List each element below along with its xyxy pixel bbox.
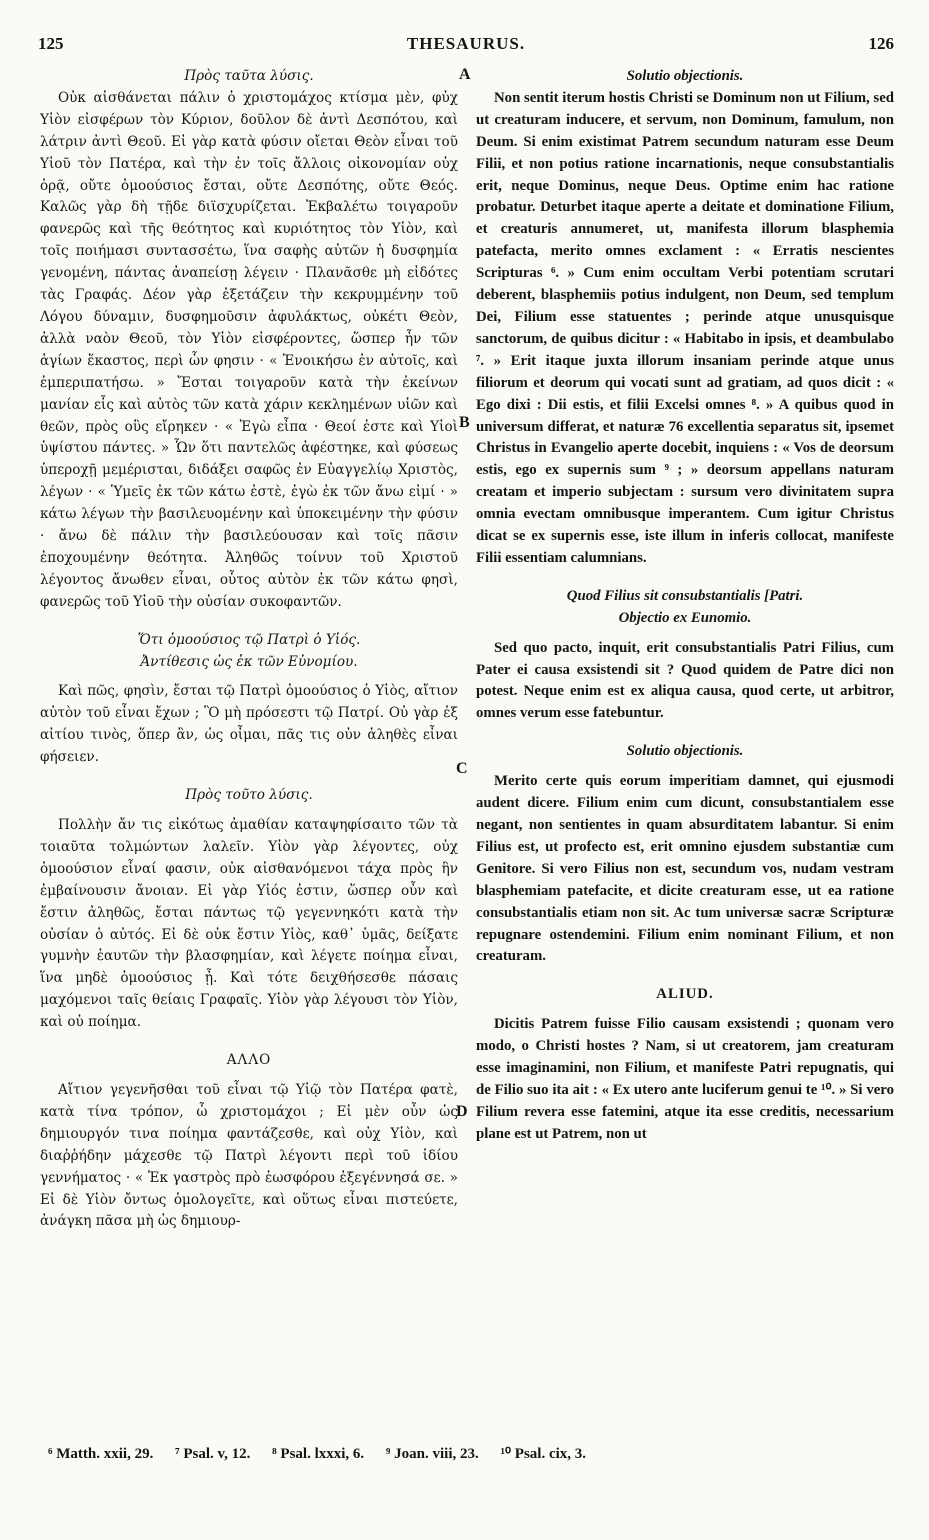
latin-paragraph-1: Non sentit iterum hostis Christi se Dominum non ut Filium, sed ut creaturam inducere, et servum, non Dominum, famulum, non Deum. Si enim existimat Patrem secundum naturam esse Deum Filii, et non potius ratione incarnationis, neque consubstantialis erit, neque Dominus, neque Deus. Optime enim hac ratione probatur. Deturbet itaque aperte a deitate et dominatione Filium, et creaturis annumeret, ut, manifesta illorum blasphemia patefacta, merito omnes exclament : « Erratis nescientes Scripturas ⁶. » Cum enim occultam Verbi potentiam scrutari deberent, blasphemiis potius indulgent, non Deum, sed templum Dei, Filium esse statuentes ; perinde atque unusquisque sanctorum, de quibus dicitur : « Habitabo in ipsis, et deambulabo ⁷. » Erit itaque juxta illorum insaniam perinde atque unus filiorum et deorum qui vocati sunt ad gratiam, ad quos dicit : « Ego dixi : Dii estis, et filii Excelsi omnes ⁸. » A quibus quod in universum differat, et naturæ 76 excellentia separatus sit, ipsemet Christus in Evangelio aperte docebit, inquiens : « Vos de deorsum estis, ego ex supernis sum ⁹ ; » deorsum appellans naturam creatam et imperio subjectam : sursum vero divinitatem supra omnia evectam omnibusque imperantem. Cum igitur Christus dicat se ex supernis esse, iste illum in inferis collocat, manifeste Filii essentiam calumnians.	[476, 89, 894, 566]
greek-paragraph-2: Καὶ πῶς, φησὶν, ἔσται τῷ Πατρὶ ὁμοούσιος ὁ Υἱὸς, αἴτιον αὐτὸν τοῦ εἶναι ἔχων ; Ὃ μὴ πρόσεστι τῷ Πατρί. Οὐ γὰρ ἐξ αἰτίου τινὸς, ὅπερ ἂν, ὡς οἶμαι, πᾶς τις οὐν ἀληθὲς εἶναι φήσειεν.	[40, 683, 458, 766]
page-number-right: 126	[868, 34, 894, 53]
latin-heading-consubstantial: Quod Filius sit consubstantialis [Patri.	[566, 587, 804, 604]
latin-heading-solution-2: Solutio objectionis.	[626, 743, 744, 760]
latin-paragraph-4: Dicitis Patrem fuisse Filio causam exsistendi ; quonam vero modo, o Christi hostes ? Nam, si ut creatorem, jam creaturam esse imaginamini, non Filium, et manifeste Patri repugnatis, qui de Filio suo ita ait : « Ex utero ante luciferum genui te ¹⁰. » Si vero Filium revera esse fatemini, atque ita esse creditis, necessarium plane est ut Patrem, non ut	[476, 1016, 894, 1142]
greek-heading-solution-2: Πρὸς τοῦτο λύσις.	[185, 787, 313, 804]
footnote: ⁸ Psal. lxxxi, 6.	[272, 1446, 365, 1462]
latin-heading-aliud: ALIUD.	[656, 986, 714, 1003]
running-header	[38, 34, 894, 58]
greek-heading-allo: ΑΛΛΟ	[226, 1052, 272, 1069]
section-marker-c: C	[456, 760, 468, 777]
page-number-left: 125	[38, 34, 64, 53]
latin-heading-objection: Objectio ex Eunomio.	[618, 609, 752, 626]
greek-column	[40, 66, 458, 1233]
footnote: ⁹ Joan. viii, 23.	[385, 1446, 479, 1462]
greek-paragraph-1: Οὐκ αἰσθάνεται πάλιν ὁ χριστομάχος κτίσμα μὲν, φὐχ Υἱὸν εἰσφέρων τὸν Κύριον, δοῦλον δὲ ἀντὶ Δεσπότου, καὶ λάτριν ἀντὶ Θεοῦ. Εἰ γὰρ κατὰ φύσιν οἴεται Θεὸν εἶναι τοῦ Υἱοῦ τὸν Πατέρα, καὶ τὴν ἐν τοῖς ἄλλοις οἰκονομίαν οὐχ ὁρᾷ, οὔτε ὁμοούσιος ἔσται, οὔτε Δεσπότης, οὔτε Θεός. Καλῶς γὰρ δὴ τῇδε διϊσχυρίζεται. Ἐκβαλέτω τοιγαροῦν φανερῶς καὶ τῆς θεότητος καὶ κυριότητος τὸν Υἱὸν, καὶ τοῖς ποιήμασι συντασσέτω, ἵνα σαφὴς αὐτῶν ἡ δυσφημία γενομένη, πάντας ἀναπείσῃ λέγειν · Πλανᾶσθε μὴ εἰδότες τὰς Γραφάς. Δέον γὰρ ἐξετάζειν τὴν κεκρυμμένην τοῦ Λόγου δύναμιν, δυσφημοῦσιν ἀφυλάκτως, οὐκέτι Θεὸν, ἀλλὰ ναὸν Θεοῦ, τὸν Υἱὸν εἰσφέροντες, ὥσπερ ἦν τῶν ἁγίων ἕκαστος, περὶ ὧν φησιν · « Ἐνοικήσω ἐν αὐτοῖς, καὶ ἐμπεριπατήσω. » Ἔσται τοιγαροῦν κατὰ τὴν ἐκείνων μανίαν εἷς καὶ αὐτὸς τῶν κατὰ χάριν κεκλημένων υἱῶν καὶ θεῶν, πρὸς οὓς εἴρηκεν · « Ἐγὼ εἶπα · Θεοί ἐστε καὶ Υἱοὶ ὑψίστου πάντες. » Ὧν ὅτι παντελῶς ἀφέστηκε, καὶ φύσεως ὑπεροχῇ μεμέρισται, διδάξει σαφῶς ἐν Εὐαγγελίῳ Χριστὸς, λέγων · « Ὑμεῖς ἐκ τῶν κάτω ἐστὲ, ἐγὼ ἐκ τῶν ἄνω εἰμί · » κάτω λέγων τὴν βασιλευομένην καὶ ὑποκειμένην τὴν φύσιν · ἄνω δὲ πάλιν τὴν βασιλεύουσαν καὶ τοῖς πᾶσιν ἐποχουμένην θεότητα. Ἀληθῶς τοίνυν τοῦ Χριστοῦ λέγοντος ἄνωθεν εἶναι, οὗτος αὐτὸν ἐκ τῶν κάτω φησὶ, φανερῶς τοῦ Υἱοῦ τὴν οὐσίαν συκοφαντῶν.	[40, 89, 458, 610]
latin-paragraph-2: Sed quo pacto, inquit, erit consubstantialis Patri Filius, cum Pater ei causa exsistendi sit ? Quod quidem de Patre dici non potest. Neque enim est ex aliqua causa, quod certe, ut arbitror, omnes verum esse fatebuntur.	[476, 639, 894, 722]
greek-paragraph-4: Αἴτιον γεγενῆσθαι τοῦ εἶναι τῷ Υἱῷ τὸν Πατέρα φατὲ, κατὰ τίνα τρόπον, ὦ χριστομάχοι ; Εἰ μὲν οὖν ὡς δημιουργόν τινα ποίημα φαντάζεσθε, καὶ οὐχ Υἱὸν, καὶ διαῤῥήδην μάχεσθε τῷ Πατρὶ λέγοντι περὶ τοῦ ἰδίου γεννήματος · « Ἐκ γαστρὸς πρὸ ἑωσφόρου ἐξεγέννησά σε. » Εἰ δὲ Υἱὸν ὄντως ὁμολογεῖτε, καὶ οὕτως εἶναι πιστεύετε, ἀνάγκη πᾶσα μὴ ὡς δημιουρ-	[40, 1081, 458, 1230]
latin-heading-solution: Solutio objectionis.	[626, 68, 744, 84]
section-marker-d: D	[456, 1103, 468, 1120]
footnote: ¹⁰ Psal. cix, 3.	[500, 1446, 587, 1462]
section-marker-a: A	[459, 66, 471, 83]
latin-paragraph-3: Merito certe quis eorum imperitiam damnet, qui ejusmodi audent dicere. Filium enim cum dicunt, consubstantialem esse negant, non sentientes in quam absurditatem labantur. Si enim Filius est, ut profecto est, erit omnino ejusdem substantiæ cum Genitore. Si vero Filius non est, secundum vos, nudam vestram blasphemiam patefacite, et dicite creaturam esse, ut ea ratione consubstantialis etiam non sit. Ac tum universæ sacræ Scripturæ repugnare ostendemini. Filium enim nominant Filium, et non creaturam.	[476, 773, 894, 965]
greek-heading-solution: Πρὸς ταῦτα λύσις.	[184, 68, 314, 84]
greek-heading-objection: Ἀντίθεσις ὡς ἐκ τῶν Εὐνομίου.	[140, 653, 358, 670]
greek-heading-consubstantial: Ὅτι ὁμοούσιος τῷ Πατρὶ ὁ Υἱός.	[137, 631, 361, 648]
latin-column	[476, 66, 894, 1146]
footnotes	[48, 1444, 888, 1463]
section-marker-b: B	[459, 414, 470, 431]
footnote: ⁶ Matth. xxii, 29.	[48, 1446, 154, 1462]
greek-paragraph-3: Πολλὴν ἄν τις εἰκότως ἀμαθίαν καταψηφίσαιτο τῶν τὰ τοιαῦτα τολμώντων λαλεῖν. Υἱὸν γὰρ λέγοντες, οὐχ ὁμοούσιον εἶναί φασιν, οὐκ αἰσθανόμενοι τάχα πρὸς ἣν ἐμβαίνουσιν ἄνοιαν. Εἰ γὰρ Υἱός ἐστιν, ὥσπερ οὖν καὶ ἔστιν ἀληθῶς, ἔσται πάντως τῷ γεγεννηκότι κατὰ τὴν οὐσίαν ὁ αὐτός. Εἰ δὲ οὐκ ἔστιν Υἱὸς, καθ᾽ ὑμᾶς, δείξατε γυμνὴν ἑαυτῶν τὴν βλασφημίαν, καὶ λέγετε ποίημα εἶναι, ἵνα μηδὲ ὁμοούσιος ᾖ. Καὶ τότε δειχθήσεσθε πάσαις μαχόμενοι ταῖς θείαις Γραφαῖς. Υἱὸν γὰρ λέγουσι τὸν Υἱὸν, καὶ οὐ ποίημα.	[40, 817, 458, 1031]
footnote: ⁷ Psal. v, 12.	[175, 1446, 251, 1462]
running-title: THESAURUS.	[406, 34, 526, 53]
